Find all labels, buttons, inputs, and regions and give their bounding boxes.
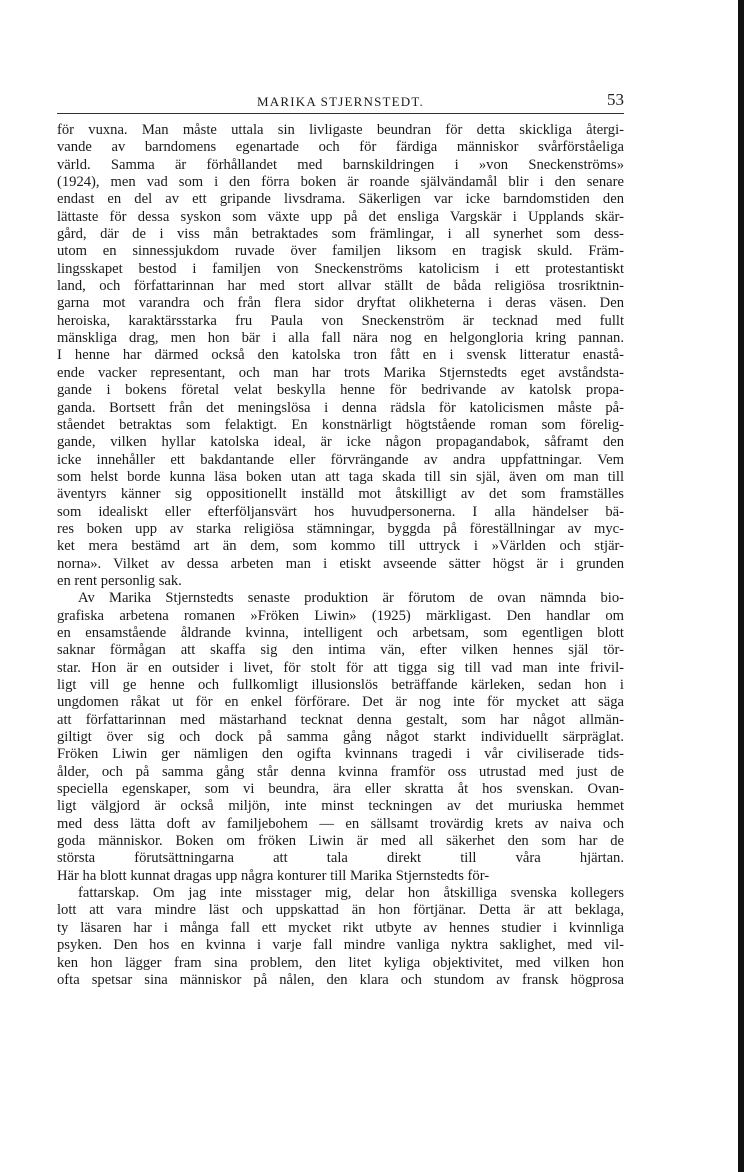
text-line: Fröken Liwin ger nämligen den ogifta kvinnans tragedi i vår civiliserade tids- — [57, 746, 624, 763]
text-line: lättaste för dessa syskon som växte upp på det ensliga Vargskär i Upplands skär- — [57, 208, 624, 225]
text-line: res boken upp av starka religiösa stämningar, byggda på föreställningar av myc- — [57, 520, 624, 537]
text-line: äventyrs känner sig oppositionellt inställd mot åtskilligt av det som framställes — [57, 486, 624, 503]
text-line: grafiska arbetena romanen »Fröken Liwin» (1925) märkligast. Den handlar om — [57, 607, 624, 624]
text-line: goda människor. Boken om fröken Liwin är med all säkerhet den som har de — [57, 833, 624, 850]
text-line: värld. Samma är förhållandet med barnskildringen i »von Sneckenströms» — [57, 156, 624, 173]
text-line: land, och författarinnan har med stort allvar ställt de båda religiösa trosriktnin- — [57, 278, 624, 295]
text-line: endast en del av ett gripande livsdrama. Säkerligen var icke barndomstiden den — [57, 191, 624, 208]
text-line: norna». Vilket av dessa arbeten man i etiskt avseende sätter högst är i grunden — [57, 555, 624, 572]
text-line: heroiska, karaktärsstarka fru Paula von Sneckenström är tecknad med fullt — [57, 312, 624, 329]
text-line: ende vacker representant, och man har trots Marika Stjernstedts eget avståndsta- — [57, 364, 624, 381]
paragraph-end-line: en rent personlig sak. — [57, 572, 182, 589]
text-line: ty läsaren har i många fall ett mycket rikt utbyte av hennes studier i kvinnliga — [57, 919, 624, 936]
text-line: lott att vara mindre läst och uppskattad än hon förtjänar. Detta är att beklaga, — [57, 902, 624, 919]
text-line: saknar förmågan att skaffa sig den intima vän, efter vilken hennes själ tör- — [57, 642, 624, 659]
text-line: ket mera bestämd art än dem, som kommo till uttryck i »Världen och stjär- — [57, 538, 624, 555]
text-line: ungdomen råkat ut för en enkel förförare. Det är nog inte för mycket att säga — [57, 694, 624, 711]
text-line: ligt vill ge henne och fullkomligt illusionslös beträffande kärleken, sedan hon i — [57, 677, 624, 693]
text-line: star. Hon är en outsider i livet, för stolt för att tigga sig till vad man inte frivil- — [57, 659, 624, 676]
body-text — [57, 122, 624, 1007]
text-line: gande, vilken hyllar katolska ideal, är icke någon propagandabok, såframt den — [57, 434, 624, 451]
text-line: ofta spetsar sina människor på nålen, den klara och stundom av fransk högprosa — [57, 971, 624, 988]
text-line: gård, där de i viss mån betraktades som främlingar, i all synerhet som dess- — [57, 226, 624, 243]
text-line: utom en sinnessjukdom ruvade över familjen liksom en tragisk skuld. Främ- — [57, 243, 624, 260]
text-line — [57, 989, 624, 1006]
text-line: mänskliga drag, men hon bär i alla fall nära nog en helgongloria kring pannan. — [57, 330, 624, 347]
text-line: icke innehåller ett bakdantande eller förvrängande av andra uppfattningar. Vem — [57, 451, 624, 468]
text-line: ligt välgjord är också miljön, inte minst teckningen av det muriuska hemmet — [57, 798, 624, 815]
running-header — [57, 90, 624, 112]
text-line: I henne har därmed också den katolska tron fått en i svensk litteratur enastå- — [57, 347, 624, 364]
page-number: 53 — [607, 90, 624, 109]
paragraph-start-line: Av Marika Stjernstedts senaste produktion är förutom de ovan nämnda bio- — [78, 590, 624, 607]
text-line: ståendet betraktas som felaktigt. En konstnärligt högtstående roman som förelig- — [57, 416, 624, 433]
text-line: speciella egenskaper, som vi beundra, ära eller skratta åt hos svenskan. Ovan- — [57, 781, 624, 798]
text-line: gande i bokens företal velat beskylla henne för bedrivande av katolsk propa- — [57, 382, 624, 399]
text-line: vande av barndomens egenartade och för färdiga människor svårförståeliga — [57, 139, 624, 156]
text-line: för vuxna. Man måste uttala sin livligaste beundran för detta skickliga återgi- — [57, 122, 624, 138]
scan-edge — [738, 0, 744, 1172]
text-line: som helst borde kunna läsa boken utan att taga skada till sin själ, även om man till — [57, 468, 624, 485]
text-line: garna mot varandra och från flera sidor dryftat olikheterna i deras väsen. Den — [57, 295, 624, 312]
paragraph-start-line: fattarskap. Om jag inte misstager mig, delar hon åtskilliga svenska kollegers — [78, 885, 624, 902]
text-line: ken hon lägger fram sina problem, den litet kyliga objektivitet, med vilken hon — [57, 954, 624, 971]
text-line: psyken. Den hos en kvinna i varje fall mindre vanliga nyktra saklighet, med vil- — [57, 937, 624, 954]
text-line: en ensamstående åldrande kvinna, intelligent och arbetsam, som egentligen blott — [57, 624, 624, 641]
text-line: ålder, och på samma gång står denna kvinna framför oss utrustad med just de — [57, 763, 624, 780]
running-title: MARIKA STJERNSTEDT. — [256, 94, 424, 109]
text-line: som idealiskt eller efterföljansvärt hos huvudpersonerna. I alla händelser bä- — [57, 503, 624, 520]
text-line: att författarinnan med mästarhand tecknat denna gestalt, som har något allmän- — [57, 711, 624, 728]
text-line: största förutsättningarna att tala direkt till våra hjärtan. — [57, 850, 624, 867]
text-line: lingsskapet bestod i familjen von Sneckenströms katolicism i ett protestantiskt — [57, 260, 624, 277]
header-rule — [57, 113, 624, 114]
text-line: med dess lätta doft av familjebohem — en sällsamt trovärdig krets av naiva och — [57, 815, 624, 832]
text-line: (1924), men vad som i den förra boken är roande självändamål blir i den senare — [57, 174, 624, 191]
text-line: giltigt över sig och dock på samma gång något starkt individuellt särpräglat. — [57, 729, 624, 746]
paragraph-end-line: Här ha blott kunnat dragas upp några konturer till Marika Stjernstedts för- — [57, 867, 490, 884]
text-line: ganda. Bortsett från det meningslösa i denna rädsla för katolicismen måste på- — [57, 399, 624, 416]
